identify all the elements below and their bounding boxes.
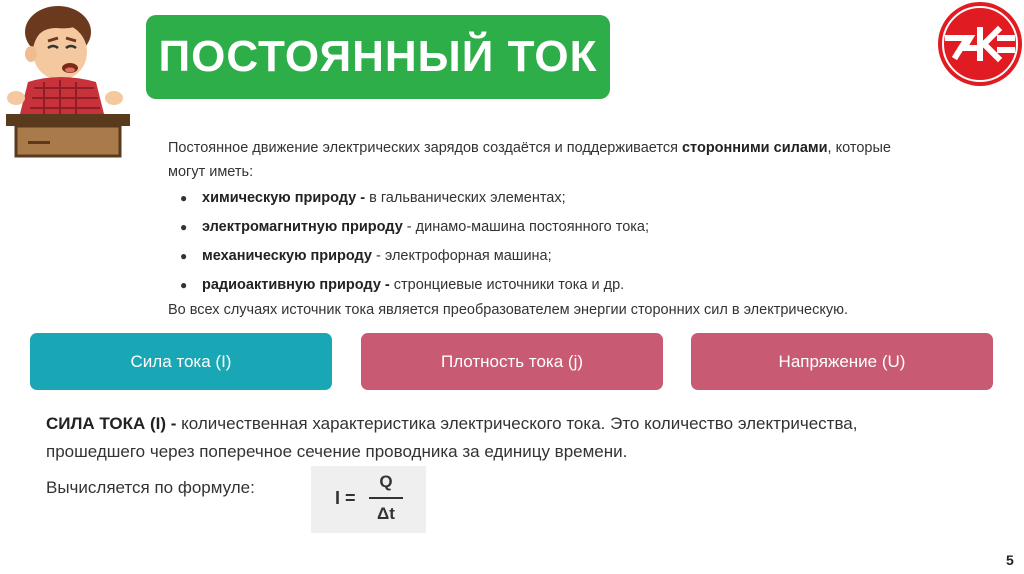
- formula-label: Вычисляется по формуле:: [46, 478, 255, 497]
- formula-box: [311, 466, 426, 533]
- intro-text: Постоянное движение электрических зарядов создаётся и поддерживается: [168, 140, 682, 156]
- formula-numerator: Q: [379, 472, 393, 491]
- page-number: 5: [1006, 552, 1014, 568]
- tab-current-strength[interactable]: Сила тока (I): [30, 333, 332, 390]
- list-item: [180, 244, 649, 273]
- bullet-icon: ●: [180, 220, 188, 234]
- page-title: ПОСТОЯННЫЙ ТОК: [158, 32, 598, 81]
- definition-text: количественная характеристика электрического тока. Это количество электричества, прошедшего через поперечное сечение проводника за единицу времени.: [46, 414, 858, 461]
- definition-paragraph: [46, 410, 926, 466]
- tab-voltage[interactable]: Напряжение (U): [691, 333, 993, 390]
- item-text: стронциевые источники тока и др.: [389, 277, 625, 293]
- formula-denominator: Δt: [377, 504, 395, 523]
- bullet-icon: ●: [180, 278, 188, 292]
- list-item: [180, 215, 649, 244]
- forces-list: [180, 186, 649, 302]
- item-text: в гальванических элементах;: [365, 190, 566, 206]
- intro-bold: сторонними силами: [681, 140, 828, 156]
- fraction-bar: [369, 497, 403, 499]
- definition-term: СИЛА ТОКА (I) -: [46, 414, 177, 433]
- item-bold: радиоактивную природу -: [202, 277, 390, 293]
- bullet-icon: ●: [180, 249, 188, 263]
- outro-paragraph: Во всех случаях источник тока является преобразователем энергии сторонних сил в электрическую.: [168, 302, 849, 318]
- list-item: [180, 186, 649, 215]
- intro-text-end: , которые могут иметь:: [168, 140, 891, 180]
- teacher-mascot-icon: [4, 2, 134, 158]
- formula-lhs: I =: [335, 488, 356, 508]
- rzd-logo-icon: [936, 0, 1024, 88]
- bullet-icon: ●: [180, 191, 188, 205]
- intro-paragraph: [168, 136, 928, 184]
- item-bold: электромагнитную природу: [202, 219, 403, 235]
- tab-current-density[interactable]: Плотность тока (j): [361, 333, 663, 390]
- item-text: - электрофорная машина;: [372, 248, 552, 264]
- title-banner: [146, 15, 610, 99]
- item-bold: механическую природу: [202, 248, 372, 264]
- item-text: - динамо-машина постоянного тока;: [402, 219, 650, 235]
- item-bold: химическую природу -: [202, 190, 366, 206]
